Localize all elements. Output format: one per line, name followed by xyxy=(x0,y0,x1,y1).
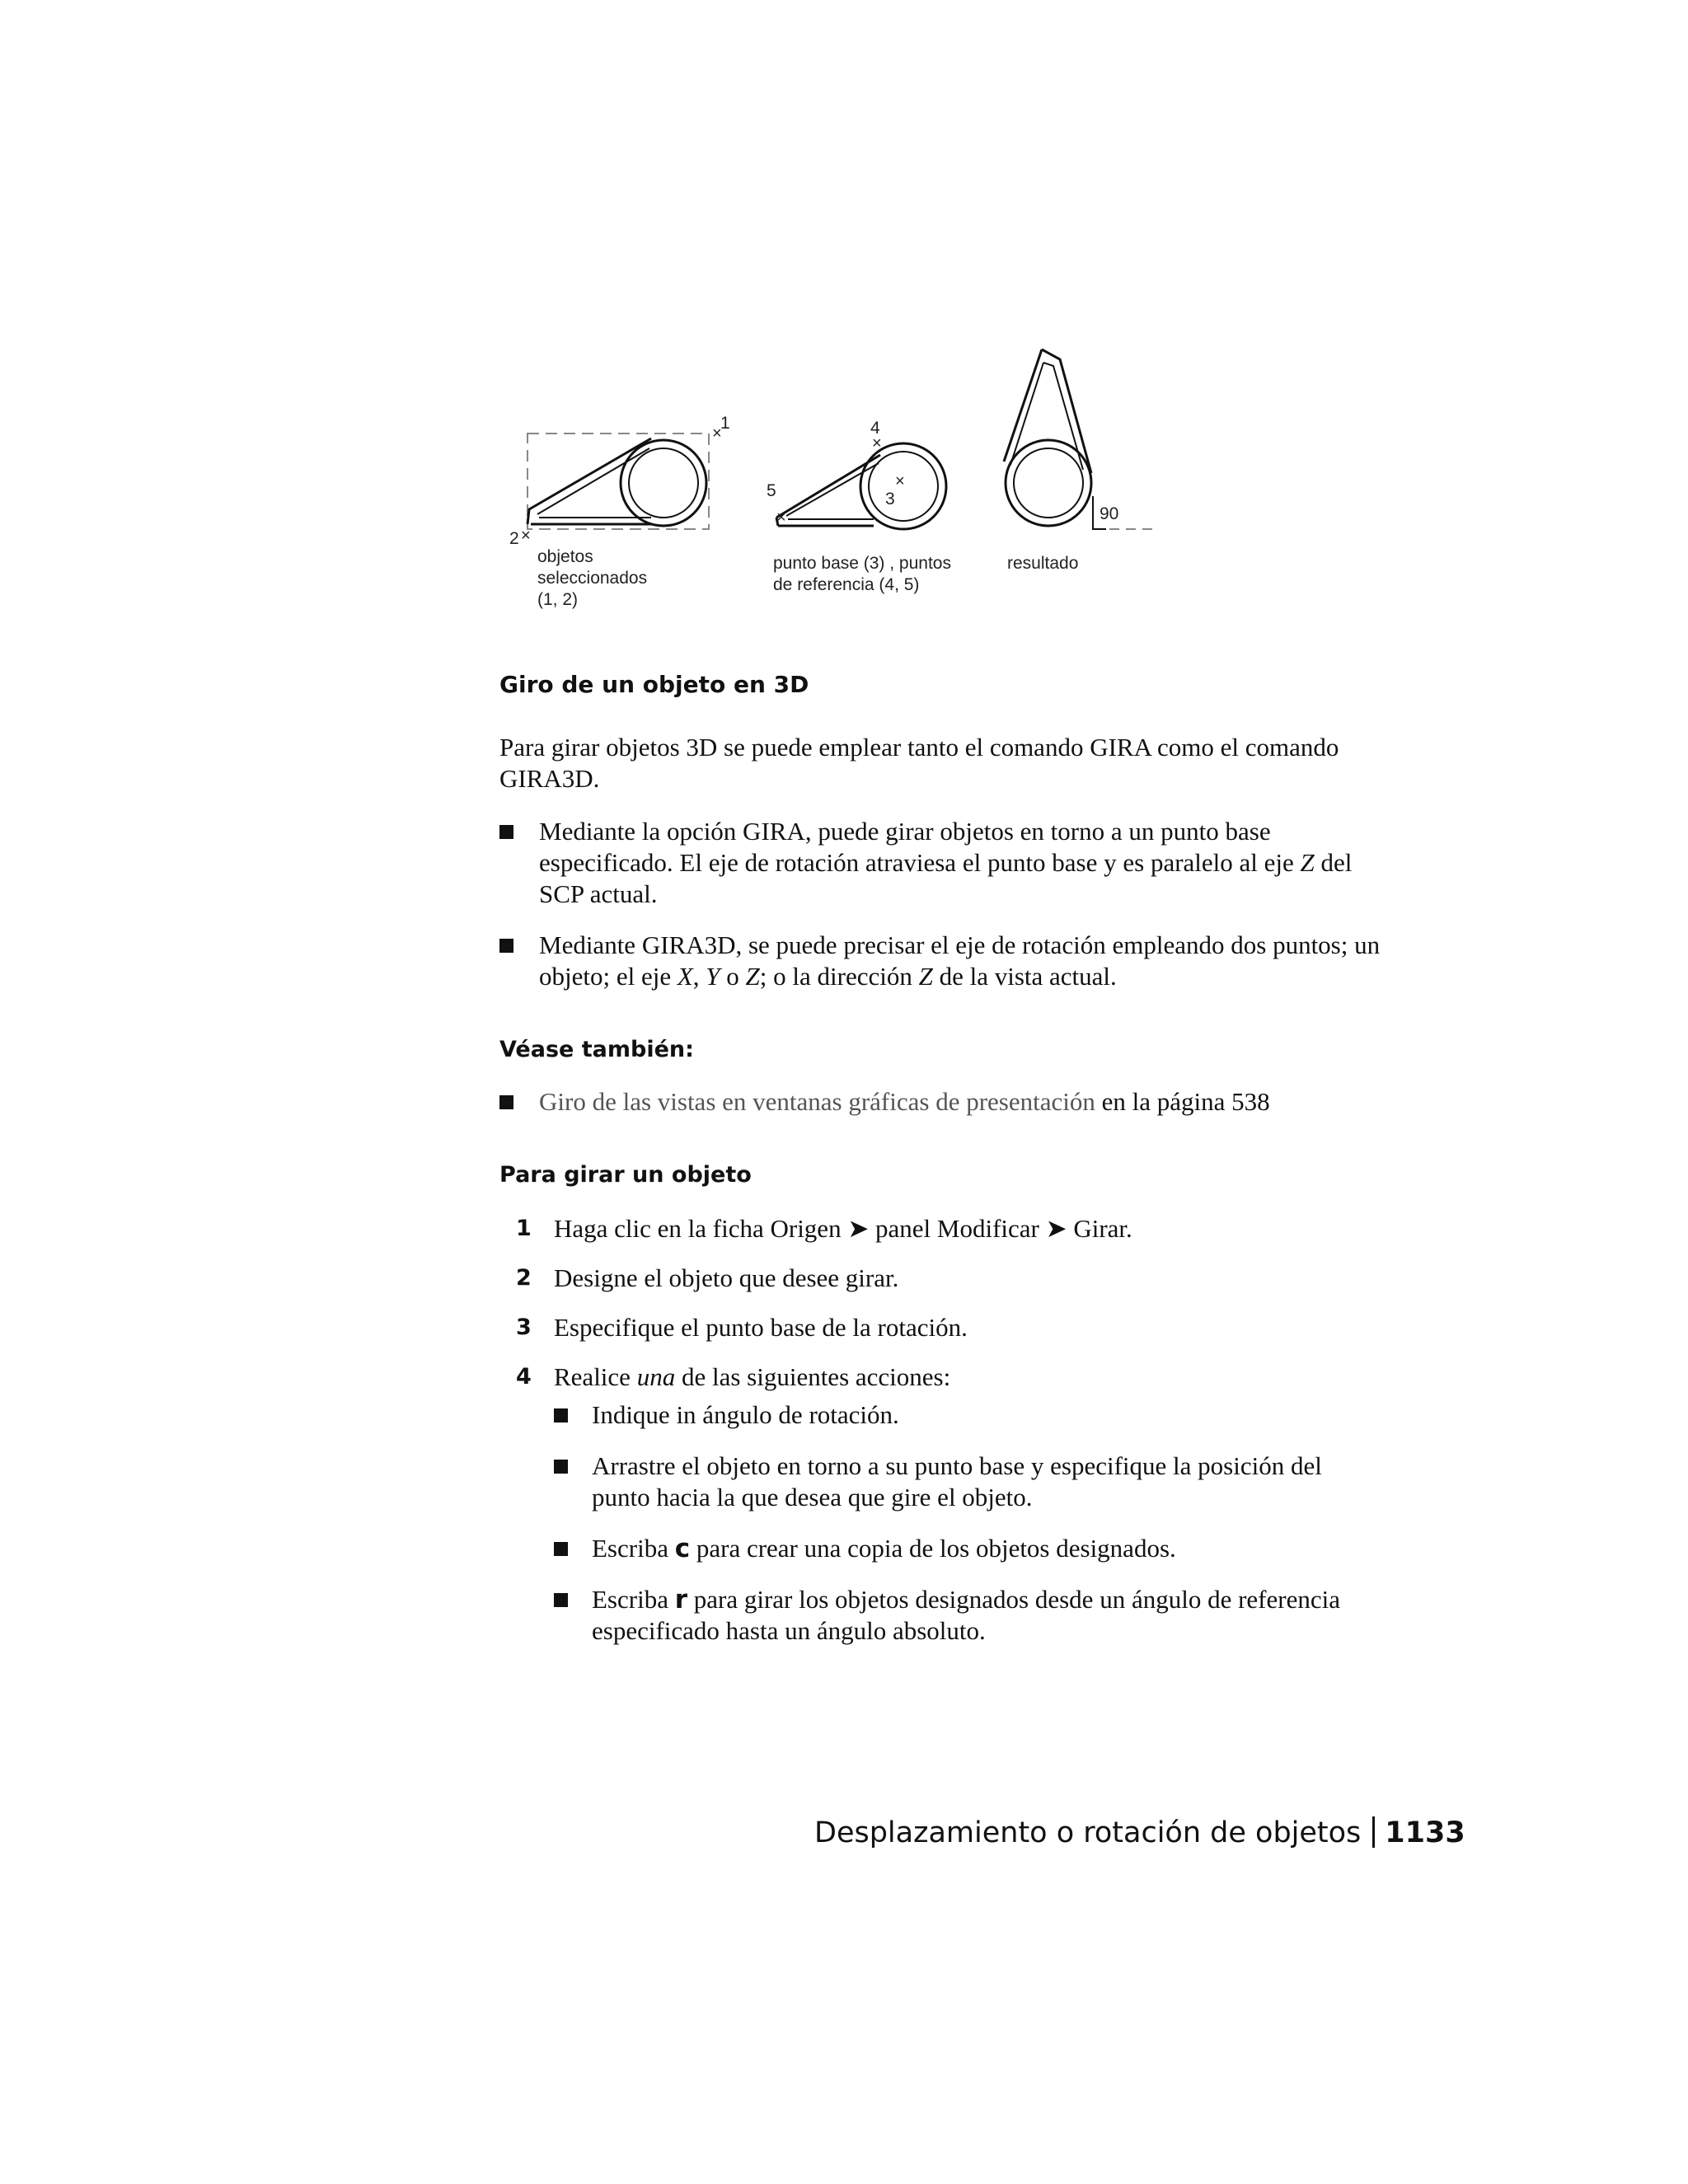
option-text: Indique in ángulo de rotación. xyxy=(592,1400,899,1429)
step-number: 2 xyxy=(516,1265,532,1291)
point-label-5: 5 xyxy=(767,481,776,500)
option-text: Arrastre el objeto en torno a su punto base y especifique la posición del punto hacia la que desea que gire el objeto. xyxy=(592,1451,1322,1511)
see-also-heading: Véase también: xyxy=(499,1037,694,1062)
step-text: Especifique el punto base de la rotación. xyxy=(554,1313,968,1342)
caption-selected-1: objetos xyxy=(537,547,593,566)
point-label-3: 3 xyxy=(885,490,895,509)
page-footer xyxy=(814,1816,1465,1849)
bullet-gira3d-text: Mediante GIRA3D, se puede precisar el eje de rotación empleando dos puntos; un objeto; el eje X, Y o Z; o la dirección Z de la vista actual. xyxy=(539,930,1381,991)
panel-result xyxy=(1004,349,1156,573)
step-number: 4 xyxy=(516,1364,532,1390)
step-number: 1 xyxy=(516,1216,532,1241)
step-4 xyxy=(499,1361,1390,1393)
caption-result: resultado xyxy=(1007,554,1079,573)
see-also-link[interactable]: Giro de las vistas en ventanas gráficas de presentación xyxy=(539,1087,1095,1116)
point-label-2: 2 xyxy=(509,529,519,548)
option-text: Escriba c para crear una copia de los objetos designados. xyxy=(592,1534,1176,1563)
option-reference xyxy=(554,1584,1386,1647)
cross-marker-1: × xyxy=(712,424,722,443)
bullet-square-icon xyxy=(554,1593,568,1607)
caption-selected-3: (1, 2) xyxy=(537,590,579,609)
rotation-figure xyxy=(486,346,1179,626)
step-text: Designe el objeto que desee girar. xyxy=(554,1263,899,1292)
intro-text: Para girar objetos 3D se puede emplear tanto el comando GIRA como el comando GIRA3D. xyxy=(499,733,1339,793)
selection-window xyxy=(528,434,709,529)
cross-marker-2: × xyxy=(521,527,531,545)
panel-selected-objects xyxy=(509,414,730,609)
bullet-square-icon xyxy=(554,1460,568,1474)
bullet-square-icon xyxy=(499,939,513,953)
bullet-square-icon xyxy=(499,825,513,839)
bullet-gira-text: Mediante la opción GIRA, puede girar objetos en torno a un punto base especificado. El eje de rotación atraviesa el punto base y es paralelo al eje Z del SCP actual. xyxy=(539,817,1353,908)
step-number: 3 xyxy=(516,1315,532,1340)
bullet-gira xyxy=(499,816,1390,910)
point-label-4: 4 xyxy=(870,419,880,438)
page-number: 1133 xyxy=(1385,1816,1465,1849)
bullet-square-icon xyxy=(554,1542,568,1556)
see-also-suffix: en la página 538 xyxy=(1095,1087,1270,1116)
cross-marker-5: × xyxy=(776,509,786,527)
step-text: Haga clic en la ficha Origen ➤ panel Modificar ➤ Girar. xyxy=(554,1214,1132,1243)
angle-label: 90 xyxy=(1100,504,1119,523)
option-drag xyxy=(554,1451,1386,1513)
bullet-square-icon xyxy=(554,1408,568,1422)
caption-base-1: punto base (3) , puntos xyxy=(773,554,951,573)
intro-paragraph xyxy=(499,732,1381,794)
cross-marker-3: × xyxy=(895,472,905,490)
see-also-item xyxy=(499,1086,1390,1118)
step-1 xyxy=(499,1213,1390,1244)
caption-base-2: de referencia (4, 5) xyxy=(773,575,920,594)
option-angle xyxy=(554,1399,1386,1431)
step-3 xyxy=(499,1312,1390,1343)
point-label-1: 1 xyxy=(720,414,730,433)
panel-base-point xyxy=(767,419,951,594)
bullet-gira3d xyxy=(499,930,1390,992)
option-text: Escriba r para girar los objetos designados desde un ángulo de referencia especificado hasta un ángulo absoluto. xyxy=(592,1585,1340,1645)
procedure-heading: Para girar un objeto xyxy=(499,1162,752,1188)
step-text: Realice una de las siguientes acciones: xyxy=(554,1362,951,1391)
step-2 xyxy=(499,1263,1390,1294)
outer-circle xyxy=(621,440,706,526)
footer-title: Desplazamiento o rotación de objetos xyxy=(814,1816,1362,1849)
footer-divider xyxy=(1372,1816,1375,1848)
caption-selected-2: seleccionados xyxy=(537,569,648,588)
inner-circle xyxy=(629,448,698,518)
option-copy xyxy=(554,1533,1386,1564)
section-heading: Giro de un objeto en 3D xyxy=(499,671,809,698)
cross-marker-4: × xyxy=(872,434,882,452)
bullet-square-icon xyxy=(499,1095,513,1109)
